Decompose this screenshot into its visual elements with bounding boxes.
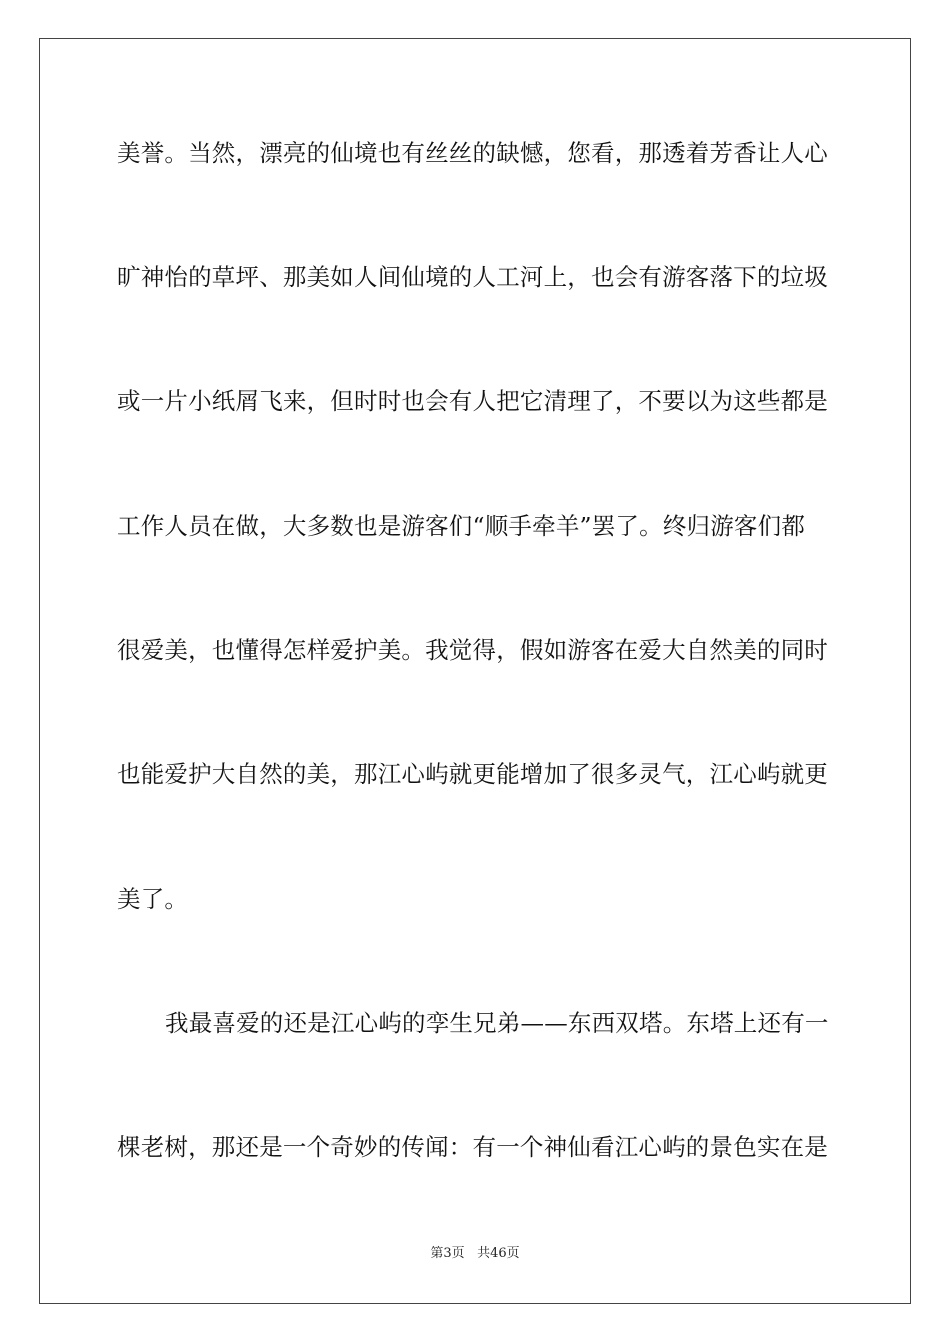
text-line: 工作人员在做，大多数也是游客们“顺手牵羊”罢了。终归游客们都 xyxy=(117,512,806,540)
page-number: 第3页 xyxy=(430,1246,465,1261)
text-line: 也能爱护大自然的美，那江心屿就更能增加了很多灵气，江心屿就更 xyxy=(117,760,828,788)
text-line: 美誉。当然，漂亮的仙境也有丝丝的缺憾，您看，那透着芳香让人心 xyxy=(117,139,828,167)
text-line: 或一片小纸屑飞来，但时时也会有人把它清理了，不要以为这些都是 xyxy=(117,387,828,415)
text-line: 美了。 xyxy=(117,885,189,913)
paragraph-first-line: 我最喜爱的还是江心屿的孪生兄弟——东西双塔。东塔上还有一 xyxy=(165,1009,829,1037)
page-border xyxy=(39,38,911,1304)
text-line: 棵老树，那还是一个奇妙的传闻：有一个神仙看江心屿的景色实在是 xyxy=(117,1133,828,1161)
text-line: 旷神怡的草坪、那美如人间仙境的人工河上，也会有游客落下的垃圾 xyxy=(117,263,828,291)
page-footer xyxy=(0,1246,950,1262)
page-total: 共46页 xyxy=(477,1246,520,1261)
text-line: 很爱美，也懂得怎样爱护美。我觉得，假如游客在爱大自然美的同时 xyxy=(117,636,828,664)
